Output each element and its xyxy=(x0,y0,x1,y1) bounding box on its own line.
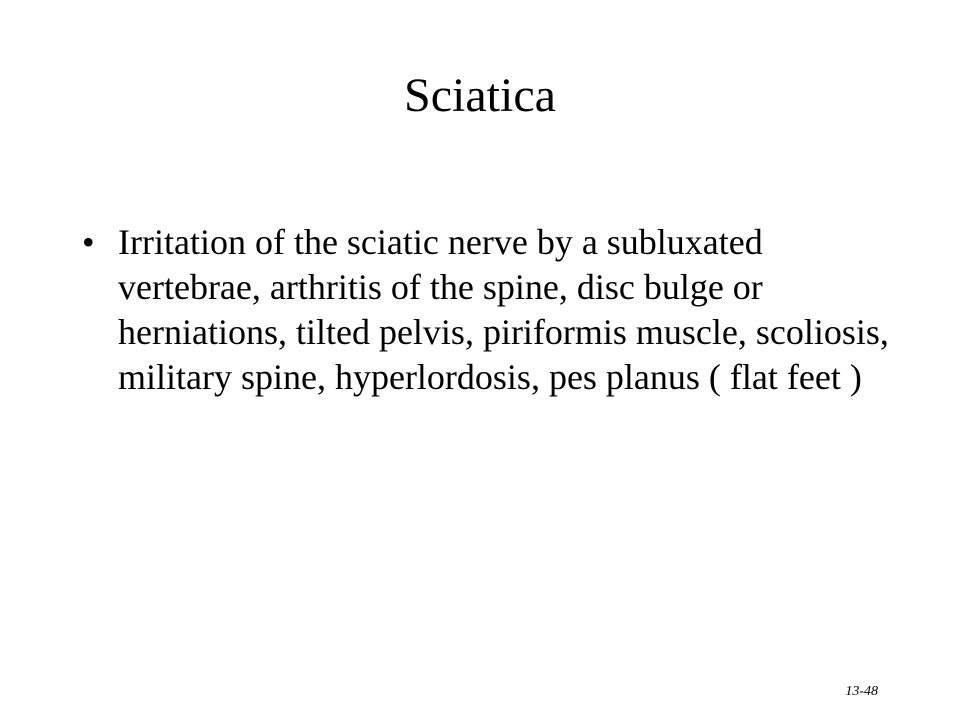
bullet-text: Irritation of the sciatic nerve by a subluxated vertebrae, arthritis of the spine, disc bulge or herniations, tilted pelvis, piriformis muscle, scoliosis, military spine, hyperlordosis, pes planus ( flat feet ) xyxy=(118,222,889,397)
bullet-list xyxy=(82,220,902,400)
slide-title: Sciatica xyxy=(404,69,556,122)
bullet-marker: • xyxy=(82,222,95,262)
bullet-item xyxy=(82,220,902,400)
page-number: 13-48 xyxy=(845,684,878,699)
